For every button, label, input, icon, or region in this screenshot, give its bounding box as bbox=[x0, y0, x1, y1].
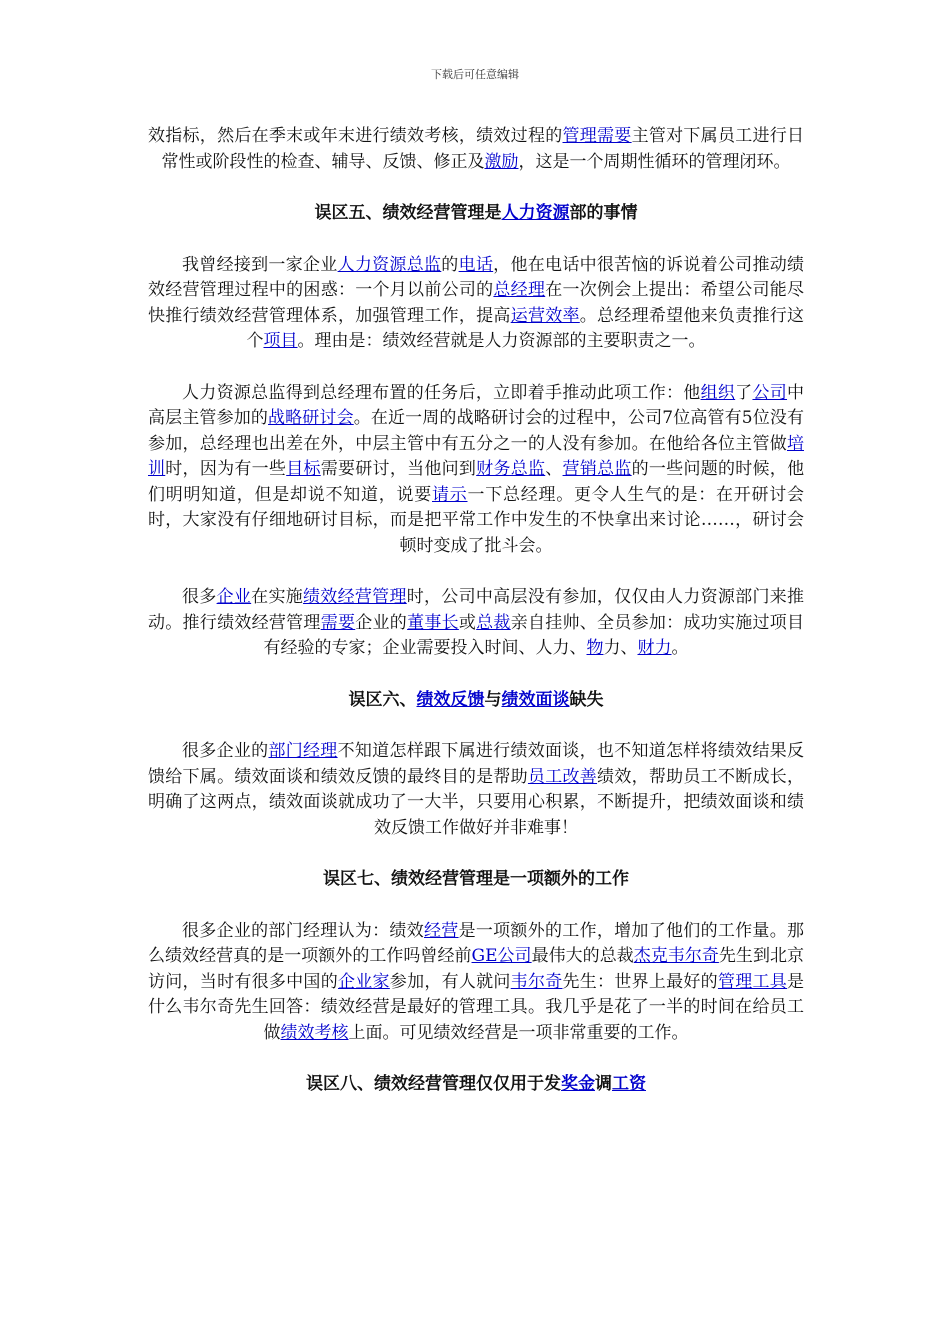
paragraph bbox=[148, 739, 804, 841]
text-run: 不知道怎样跟下属进行绩效面谈，也不知道怎样将绩效结果反馈给下属。绩效面谈和绩效反馈的最终目的是帮助 bbox=[148, 741, 805, 787]
inline-link[interactable]: 工资 bbox=[612, 1074, 646, 1094]
inline-link[interactable]: 人力资源总监 bbox=[337, 254, 442, 275]
text-run: 。理由是：绩效经营就是人力资源部的主要职责之一。 bbox=[297, 331, 706, 351]
inline-link[interactable]: 总裁 bbox=[476, 612, 511, 633]
inline-link[interactable]: 组织 bbox=[700, 382, 736, 403]
text-run: 缺失 bbox=[569, 689, 604, 710]
inline-link[interactable]: 培训 bbox=[148, 433, 804, 479]
text-run: 与 bbox=[484, 689, 502, 710]
inline-link[interactable]: 请示 bbox=[432, 484, 468, 505]
inline-link[interactable]: 企业 bbox=[216, 587, 252, 607]
text-run: 主管对下属员工进行日常性或阶段性的检查、辅导、反馈、修正及 bbox=[161, 126, 805, 172]
text-run: 、 bbox=[545, 459, 563, 479]
inline-link[interactable]: 董事长 bbox=[407, 612, 459, 633]
text-run: 一下总经理。更令人生气的是：在开研讨会时，大家没有仔细地研讨目标，而是把平常工作中发生的不快拿出来讨论……，研讨会顿时变成了批斗会。 bbox=[148, 484, 804, 556]
text-run: 参加，有人就问 bbox=[389, 971, 511, 992]
page-header: 下载后可任意编辑 bbox=[431, 68, 519, 81]
inline-link[interactable]: 物 bbox=[586, 638, 604, 658]
text-run: ，这是一个周期性循环的管理闭环。 bbox=[518, 151, 791, 172]
inline-link[interactable]: 营销总监 bbox=[562, 459, 632, 479]
text-run: 力、 bbox=[603, 638, 638, 658]
text-run: 。总经理希望他来负责推行这个 bbox=[246, 305, 805, 351]
section-heading bbox=[148, 688, 804, 714]
text-run: 企业的 bbox=[355, 612, 408, 633]
text-run: 是一项额外的工作，增加了他们的工作量。那么绩效经营真的是一项额外的工作吗曾经前 bbox=[148, 920, 805, 966]
text-run: 了 bbox=[735, 382, 753, 403]
text-run: 先生：世界上最好的 bbox=[562, 971, 718, 992]
inline-link[interactable]: 绩效经营管理 bbox=[303, 587, 407, 607]
inline-link[interactable]: 管理需要 bbox=[562, 126, 632, 146]
inline-link[interactable]: 公司 bbox=[752, 382, 788, 403]
text-run: 或 bbox=[458, 612, 477, 633]
inline-link[interactable]: 韦尔奇 bbox=[510, 971, 563, 992]
text-run: 的一些问题的时候，他们明明知道，但是却说不知道，说要 bbox=[148, 459, 805, 505]
text-run: 很多企业的 bbox=[182, 741, 269, 761]
document-body bbox=[148, 124, 804, 1124]
inline-link[interactable]: 杰克韦尔奇 bbox=[633, 946, 719, 966]
inline-link[interactable]: 管理工具 bbox=[717, 971, 788, 992]
inline-link[interactable]: 员工改善 bbox=[527, 766, 598, 787]
inline-link[interactable]: 绩效反馈 bbox=[416, 689, 485, 710]
text-run: 误区五、绩效经营管理是 bbox=[314, 203, 502, 223]
paragraph bbox=[148, 253, 804, 355]
text-run: 时，因为有一些 bbox=[165, 459, 287, 479]
text-run: ，他在电话中很苦恼的诉说着公司推动绩效经营管理过程中的困惑：一个月以前公司的 bbox=[148, 254, 805, 300]
text-run: 很多 bbox=[182, 587, 217, 607]
inline-link[interactable]: 电话 bbox=[458, 254, 494, 275]
inline-link[interactable]: 企业家 bbox=[337, 971, 390, 992]
text-run: 误区七、绩效经营管理是一项额外的工作 bbox=[323, 869, 629, 889]
text-run: 中高层主管参加的 bbox=[148, 382, 805, 428]
section-heading bbox=[148, 201, 804, 227]
text-run: 的 bbox=[441, 254, 459, 275]
text-run: 。在近一周的战略研讨会的过程中，公司7位高管有5位没有参加，总经理也出差在外，中层主管中有五分之一的人没有参加。在他给各位主管做 bbox=[148, 408, 805, 454]
inline-link[interactable]: 运营效率 bbox=[510, 305, 580, 326]
inline-link[interactable]: 财务总监 bbox=[476, 459, 546, 479]
text-run: 需要研讨，当他问到 bbox=[320, 459, 477, 479]
inline-link[interactable]: 财力 bbox=[637, 638, 672, 658]
section-heading bbox=[148, 1072, 804, 1098]
inline-link[interactable]: 经营 bbox=[424, 920, 459, 941]
inline-link[interactable]: GE公司 bbox=[471, 946, 532, 966]
text-run: 上面。可见绩效经营是一项非常重要的工作。 bbox=[348, 1022, 689, 1043]
text-run: 在一次例会上提出：希望公司能尽快推行绩效经营管理体系，加强管理工作，提高 bbox=[148, 280, 805, 326]
inline-link[interactable]: 需要 bbox=[320, 612, 356, 633]
text-run: 。 bbox=[671, 638, 689, 658]
text-run: 效指标，然后在季末或年末进行绩效考核，绩效过程的 bbox=[148, 126, 563, 146]
text-run: 误区六、 bbox=[348, 689, 417, 710]
text-run: 误区八、绩效经营管理仅仅用于发 bbox=[306, 1074, 561, 1094]
text-run: 是什么韦尔奇先生回答：绩效经营是最好的管理工具。我几乎是花了一半的时间在给员工做 bbox=[148, 971, 805, 1043]
inline-link[interactable]: 绩效面谈 bbox=[501, 689, 570, 710]
inline-link[interactable]: 奖金 bbox=[561, 1074, 595, 1094]
text-run: 亲自挂帅、全员参加：成功实施过项目有经验的专家；企业需要投入时间、人力、 bbox=[263, 612, 805, 658]
inline-link[interactable]: 战略研讨会 bbox=[268, 408, 354, 428]
text-run: 最伟大的总裁 bbox=[531, 946, 634, 966]
inline-link[interactable]: 人力资源 bbox=[501, 203, 570, 223]
text-run: 调 bbox=[595, 1074, 612, 1094]
inline-link[interactable]: 绩效考核 bbox=[280, 1022, 349, 1043]
text-run: 绩效，帮助员工不断成长，明确了这两点，绩效面谈就成功了一大半，只要用心积累，不断提升，把绩效面谈和绩效反馈工作做好并非难事！ bbox=[148, 766, 805, 838]
text-run: 部的事情 bbox=[569, 203, 638, 223]
inline-link[interactable]: 目标 bbox=[286, 459, 321, 479]
text-run: 时，公司中高层没有参加，仅仅由人力资源部门来推动。推行绩效经营管理 bbox=[148, 587, 805, 633]
text-run: 很多企业的部门经理认为：绩效 bbox=[182, 920, 424, 941]
section-heading bbox=[148, 867, 804, 893]
text-run: 我曾经接到一家企业 bbox=[182, 254, 338, 275]
inline-link[interactable]: 总经理 bbox=[493, 280, 546, 300]
text-run: 在实施 bbox=[251, 587, 304, 607]
inline-link[interactable]: 项目 bbox=[263, 331, 298, 351]
inline-link[interactable]: 激励 bbox=[484, 151, 519, 172]
paragraph bbox=[148, 919, 804, 1047]
text-run: 人力资源总监得到总经理布置的任务后，立即着手推动此项工作：他 bbox=[182, 382, 701, 403]
inline-link[interactable]: 部门经理 bbox=[268, 741, 338, 761]
paragraph bbox=[148, 381, 804, 560]
paragraph bbox=[148, 585, 804, 662]
text-run: 先生到北京访问，当时有很多中国的 bbox=[148, 946, 805, 992]
paragraph bbox=[148, 124, 804, 175]
